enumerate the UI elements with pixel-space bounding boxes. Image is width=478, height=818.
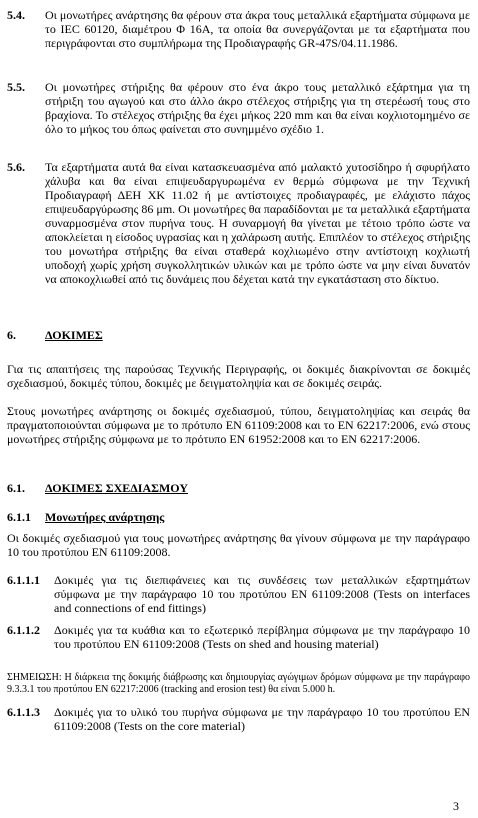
item-6-1-1-1-number: 6.1.1.1 <box>7 573 40 587</box>
note-text: ΣΗΜΕΙΩΣΗ: Η διάρκεια της δοκιμής διάβρωσης και δημιουργίας αγώγιμων δρόμων σύμφωνα με την παράγραφο 9.3.3.1 του προτύπου EN 62217:2006 (tracking and erosion test) θα είναι 5.000 h. <box>7 672 470 695</box>
item-6-1-1-1-text: Δοκιμές για τις διεπιφάνειες και τις συνδέσεις των μεταλλικών εξαρτημάτων σύμφωνα με την παράγραφο 10 του προτύπου EN 61109:2008 (Tests on interfaces and connections of end fittings) <box>54 573 470 615</box>
heading-6-1-1-number: 6.1.1 <box>7 510 31 524</box>
item-6-1-1-2-number: 6.1.1.2 <box>7 623 40 637</box>
paragraph-6-standards: Στους μονωτήρες ανάρτησης οι δοκιμές σχεδιασμού, τύπου, δειγματοληψίας και σειράς θα πραγματοποιούνται σύμφωνα με το πρότυπο EN 61109:2008 και το EN 62217:2006, ενώ στους μονωτήρες στήριξης σύμφωνα με το πρότυπο EN 61952:2008 και το EN 62217:2006. <box>7 404 470 446</box>
section-text-5-5: Οι μονωτήρες στήριξης θα φέρουν στο ένα άκρο τους μεταλλικό εξάρτημα για τη στήριξη του αγωγού και στο άλλο άκρο στέλεχος στήριξης για τη στερέωσή τους στο βραχίονα. Το στέλεχος στήριξης θα έχει μήκος 220 mm και θα είναι κοχλιοτομημένο σε όλο το μήκος του όπως φαίνεται στο συνημμένο σχέδιο 1. <box>45 80 470 136</box>
item-6-1-1-3-text: Δοκιμές για το υλικό του πυρήνα σύμφωνα με την παράγραφο 10 του προτύπου EN 61109:2008 (Tests on the core material) <box>54 705 470 733</box>
heading-6-1-title: ΔΟΚΙΜΕΣ ΣΧΕΔΙΑΣΜΟΥ <box>45 481 188 495</box>
section-text-5-4: Οι μονωτήρες ανάρτησης θα φέρουν στα άκρα τους μεταλλικά εξαρτήματα σύμφωνα με το IEC 60120, διαμέτρου Φ 16Α, τα οποία θα συνεργάζονται με τα εξαρτήματα που περιγράφονται στο συμπλήρωμα της Προδιαγραφής GR-47S/04.11.1986. <box>45 8 470 50</box>
item-6-1-1-2-text: Δοκιμές για τα κυάθια και το εξωτερικό περίβλημα σύμφωνα με την παράγραφο 10 του προτύπου EN 61109:2008 (Tests on shed and housing material) <box>54 623 470 651</box>
heading-6-1-number: 6.1. <box>7 481 25 495</box>
page-number: 3 <box>453 799 459 813</box>
item-6-1-1-3-number: 6.1.1.3 <box>7 705 40 719</box>
section-number-5-5: 5.5. <box>7 80 25 94</box>
paragraph-6-intro: Για τις απαιτήσεις της παρούσας Τεχνικής Περιγραφής, οι δοκιμές διακρίνονται σε δοκιμές σχεδιασμού, δοκιμές τύπου, δοκιμές με δειγματοληψία και σε δοκιμές σειράς. <box>7 362 470 390</box>
paragraph-6-1-1: Οι δοκιμές σχεδιασμού για τους μονωτήρες ανάρτησης θα γίνουν σύμφωνα με την παράγραφο 10 του προτύπου EN 61109:2008. <box>7 531 470 559</box>
heading-6-title: ΔΟΚΙΜΕΣ <box>45 328 103 342</box>
section-number-5-4: 5.4. <box>7 8 25 22</box>
section-text-5-6: Τα εξαρτήματα αυτά θα είναι κατασκευασμένα από μαλακτό χυτοσίδηρο ή σφυρήλατο χάλυβα και θα είναι επιψευδαργυρωμένα εν θερμώ σύμφωνα με την Τεχνική Προδιαγραφή ΔΕΗ ΧΚ 11.02 ή με αντίστοιχες προδιαγραφές, με ελάχιστο πάχος επιψευδαργύρωσης 86 μm. Οι μονωτήρες θα παραδίδονται με τα μεταλλικά εξαρτήματα συναρμοσμένα στον πυρήνα τους. Η συναρμογή θα γίνεται με τέτοιο τρόπο ώστε να αποκλείεται η είσοδος υγρασίας και η χαλάρωση αυτής. Επιπλέον το στέλεχος στήριξης του μονωτήρα στήριξης θα είναι σταθερά κοχλιωμένο στην αντίστοιχη κοχλιωτή υποδοχή χωρίς χρήση συγκολλητικών υλικών και με τρόπο ώστε να μην είναι δυνατόν να αποκοχλιωθεί από τις δυνάμεις που δέχεται κατά την εγκατάσταση στο δίκτυο. <box>45 160 470 286</box>
heading-6-number: 6. <box>7 328 16 342</box>
heading-6-1-1-title: Μονωτήρες ανάρτησης <box>45 510 165 524</box>
section-number-5-6: 5.6. <box>7 160 25 174</box>
